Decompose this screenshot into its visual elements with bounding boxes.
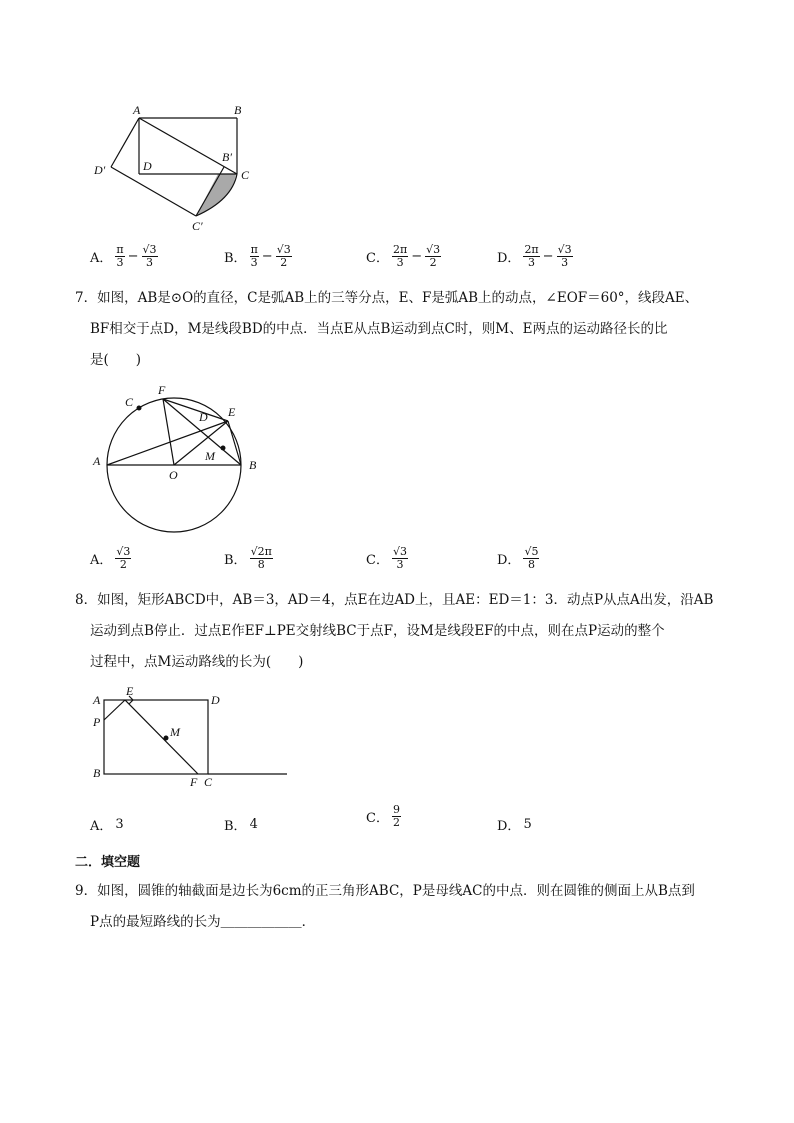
- q9-line-1: 9．如图，圆锥的轴截面是边长为6cm的正三角形ABC，P是母线AC的中点．则在圆锥的侧面上从B点到: [75, 883, 695, 899]
- q7-line-2: BF相交于点D，M是线段BD的中点．当点E从点B运动到点C时，则M、E两点的运动路径长的比: [90, 321, 668, 337]
- q8-line-3: 过程中，点M运动路线的长为( ): [90, 654, 304, 670]
- q7-option-c[interactable]: C． $\frac{√3}{3}$: [366, 545, 407, 571]
- label-A: A: [93, 693, 101, 707]
- q8-line-1: 8．如图，矩形ABCD中，AB＝3，AD＝4，点E在边AD上，且AE：ED＝1：3．动点P从点A出发，沿AB: [75, 592, 714, 608]
- seg-P-E: [104, 700, 125, 720]
- rect-ABCD: [104, 700, 208, 774]
- label-C-prime: C′: [192, 219, 203, 233]
- q8-option-b[interactable]: B． 4: [224, 817, 258, 834]
- q6-option-c[interactable]: C． $\frac{2\pi}{3}$ − $\frac{√3}{2}$: [366, 243, 441, 269]
- q9-line-2: P点的最短路线的长为＿＿＿＿＿＿．: [90, 914, 316, 930]
- label-D-prime: D′: [94, 163, 106, 177]
- label-A: A: [93, 454, 101, 468]
- q7-option-b[interactable]: B． $\frac{√2\pi}{8}$: [224, 545, 272, 571]
- label-E: E: [228, 405, 236, 419]
- label-F: F: [158, 383, 166, 397]
- point-M: [164, 736, 169, 741]
- label-C: C: [204, 775, 213, 789]
- q6-option-d[interactable]: D． $\frac{2\pi}{3}$ − $\frac{√3}{3}$: [497, 243, 572, 269]
- label-O: O: [169, 468, 178, 482]
- label-E: E: [126, 684, 134, 698]
- q8-option-c[interactable]: C． $\frac{9}{2}$: [366, 803, 400, 829]
- q7-option-a[interactable]: A． $\frac{√3}{2}$: [90, 545, 131, 571]
- label-B-prime: B′: [222, 150, 232, 164]
- label-P: P: [93, 715, 101, 729]
- q7-line-3: 是( ): [90, 352, 142, 368]
- q7-option-d[interactable]: D． $\frac{√5}{8}$: [497, 545, 539, 571]
- label-B: B: [93, 766, 101, 780]
- label-D: D: [199, 410, 208, 424]
- q7-line-1: 7．如图，AB是⊙O的直径，C是弧AB上的三等分点，E、F是弧AB上的动点，∠EOF＝60°，线段AE、: [75, 290, 699, 306]
- label-C: C: [125, 395, 134, 409]
- section-title-fill-in: 二．填空题: [75, 855, 141, 870]
- q6-option-a[interactable]: A． $\frac{\pi}{3}$ − $\frac{√3}{3}$: [90, 243, 157, 269]
- label-C: C: [241, 168, 250, 182]
- seg-E-F: [125, 700, 198, 774]
- q8-option-d[interactable]: D． 5: [497, 817, 532, 834]
- q8-line-2: 运动到点B停止．过点E作EF⊥PE交射线BC于点F，设M是线段EF的中点，则在点P运动的整个: [90, 623, 665, 639]
- label-D: D: [211, 693, 220, 707]
- label-B: B: [249, 458, 257, 472]
- label-F: F: [190, 775, 198, 789]
- label-B: B: [234, 103, 242, 117]
- q6-option-b[interactable]: B． $\frac{\pi}{3}$ − $\frac{√3}{2}$: [224, 243, 291, 269]
- label-M: M: [170, 725, 180, 739]
- label-M: M: [205, 449, 215, 463]
- label-A: A: [133, 103, 141, 117]
- q8-option-a[interactable]: A． 3: [90, 817, 124, 834]
- label-D: D: [143, 159, 152, 173]
